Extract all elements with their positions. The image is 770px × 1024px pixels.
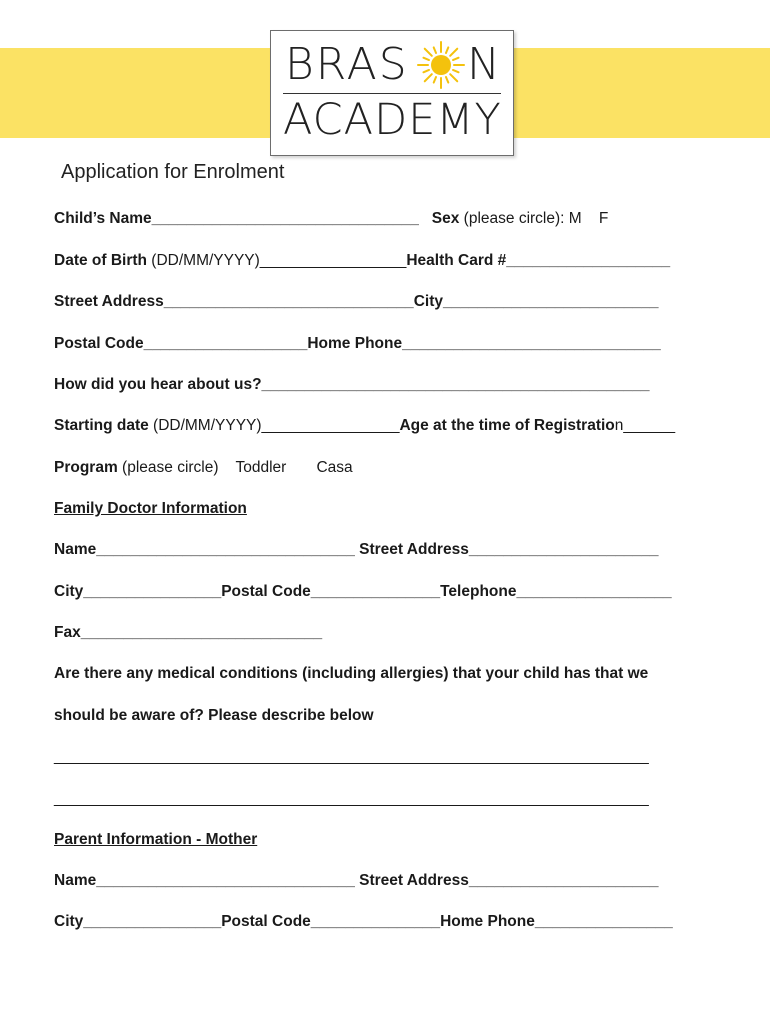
dob-field[interactable]: (DD/MM/YYYY)_________________: [147, 252, 407, 269]
child-name-field[interactable]: Child’s Name_______________________________: [54, 210, 419, 227]
postal-code-field[interactable]: Postal Code___________________: [54, 335, 308, 352]
sun-ray: [450, 74, 457, 81]
sun-ray: [425, 49, 432, 56]
form-title: Application for Enrolment: [61, 161, 285, 183]
braison-academy-logo: [270, 30, 514, 156]
logo-word-n: N: [467, 39, 502, 90]
program-label: Program: [54, 459, 118, 476]
doctor-name-field[interactable]: Name______________________________: [54, 541, 360, 558]
row-street-city: [54, 292, 658, 312]
logo-word-academy: ACADEMY: [283, 95, 502, 145]
home-phone-field[interactable]: Home Phone______________________________: [307, 335, 661, 352]
row-dob-health: [54, 251, 670, 271]
hear-about-field[interactable]: How did you hear about us?_____________________________________________: [54, 376, 650, 393]
row-child-sex: [54, 209, 608, 229]
health-card-field[interactable]: Health Card #___________________: [406, 252, 671, 269]
mother-section-heading: Parent Information - Mother: [54, 831, 258, 848]
doctor-section-heading: Family Doctor Information: [54, 500, 247, 517]
sun-ray: [453, 58, 459, 60]
sun-icon: [417, 41, 465, 89]
row-start-age: [54, 416, 675, 436]
row-postal-phone: [54, 334, 661, 354]
doctor-city-field[interactable]: City________________: [54, 583, 222, 600]
mother-city-field[interactable]: City________________: [54, 913, 222, 930]
sun-ray: [450, 49, 457, 56]
street-address-field[interactable]: Street Address_____________________________: [54, 293, 414, 310]
logo-divider: [283, 93, 501, 94]
medical-answer-line-1[interactable]: _____________________________________________________________________: [54, 748, 649, 765]
doctor-street-field[interactable]: Street Address______________________: [359, 541, 659, 558]
sun-ray: [446, 77, 448, 83]
doctor-fax-field[interactable]: Fax____________________________: [54, 624, 323, 641]
sex-options[interactable]: (please circle): M F: [459, 210, 609, 227]
medical-answer-line-2[interactable]: _____________________________________________________________________: [54, 790, 649, 807]
sun-ray: [434, 47, 436, 53]
age-registration-field[interactable]: n______: [614, 417, 676, 434]
row-doctor-city-postal-tel: [54, 582, 672, 602]
sun-ray: [423, 58, 429, 60]
doctor-postal-field[interactable]: Postal Code_______________: [221, 583, 441, 600]
sun-ray: [434, 77, 436, 83]
dob-label: Date of Birth: [54, 252, 147, 269]
start-date-label: Starting date: [54, 417, 149, 434]
program-options[interactable]: (please circle) Toddler Casa: [117, 459, 353, 476]
mother-name-field[interactable]: Name______________________________: [54, 872, 360, 889]
logo-word-bras: BRAS: [285, 39, 409, 90]
age-registration-label: Age at the time of Registratio: [399, 417, 615, 434]
mother-postal-field[interactable]: Postal Code_______________: [221, 913, 441, 930]
sex-label: Sex: [431, 210, 460, 227]
doctor-telephone-field[interactable]: Telephone__________________: [440, 583, 672, 600]
row-program: [54, 458, 353, 478]
mother-street-field[interactable]: Street Address______________________: [359, 872, 659, 889]
medical-question-line1: Are there any medical conditions (including allergies) that your child has that we: [54, 665, 649, 682]
row-mother-city-postal-phone: [54, 912, 673, 932]
start-date-field[interactable]: (DD/MM/YYYY)________________: [148, 417, 400, 434]
sun-ray: [425, 74, 432, 81]
medical-question-line2: should be aware of? Please describe below: [54, 707, 374, 724]
mother-home-phone-field[interactable]: Home Phone________________: [440, 913, 673, 930]
row-mother-name-street: [54, 871, 658, 891]
row-doctor-name-street: [54, 540, 658, 560]
city-field[interactable]: City_________________________: [413, 293, 659, 310]
sun-ray: [453, 70, 459, 72]
sun-ray: [446, 47, 448, 53]
sun-ray: [423, 70, 429, 72]
